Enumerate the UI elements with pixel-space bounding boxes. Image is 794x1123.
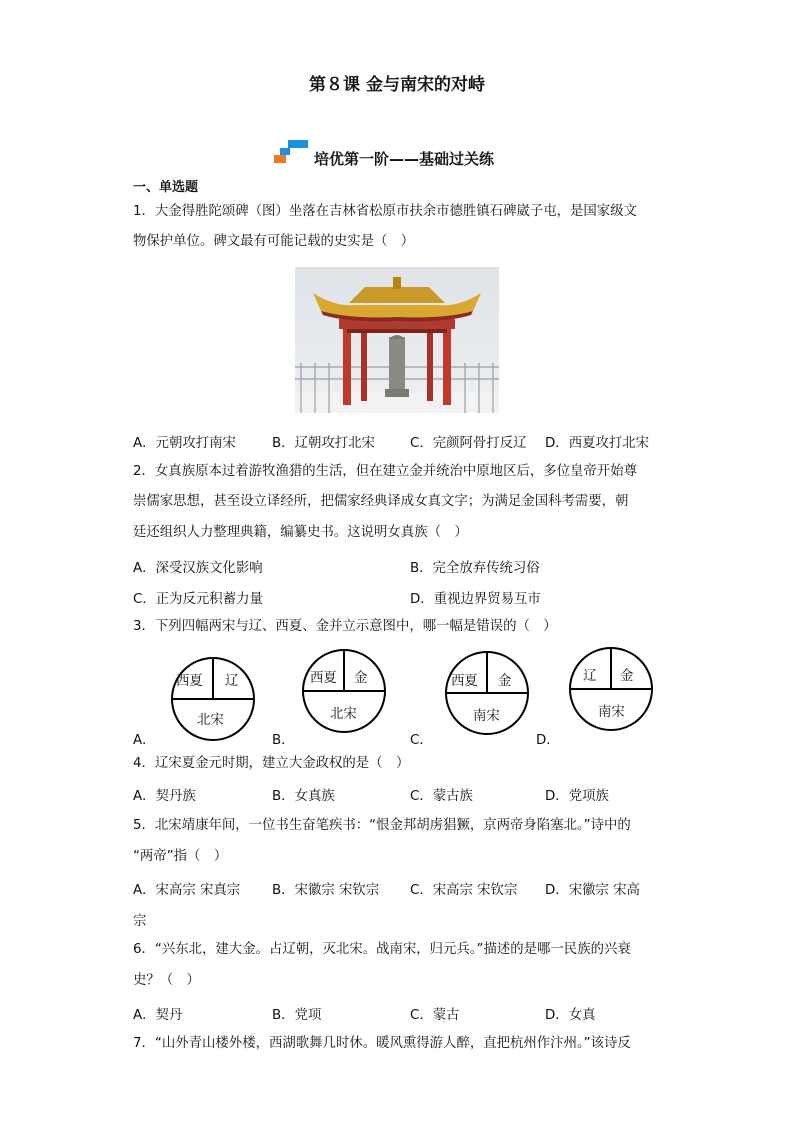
- q3-d-bottom: 南宋: [598, 705, 625, 720]
- stele-pavilion-photo: [295, 267, 499, 413]
- q3-a-top-left: 西夏: [176, 674, 203, 689]
- q3-option-b-letter: B．: [272, 733, 295, 748]
- q3-d-top-right: 金: [620, 669, 634, 684]
- q3-a-bottom: 北宋: [197, 713, 224, 728]
- question-2-stem-line-3: 廷还组织人力整理典籍，编纂史书。这说明女真族（ ）: [133, 525, 468, 540]
- q3-c-top-right: 金: [498, 674, 512, 689]
- q3-option-a-letter: A．: [133, 733, 156, 748]
- q3-a-top-right: 辽: [225, 674, 239, 689]
- question-7-stem-line-1: 7．“山外青山楼外楼，西湖歌舞几时休。暖风熏得游人醉，直把杭州作汴州。”该诗反: [133, 1036, 631, 1051]
- q3-c-bottom: 南宋: [473, 709, 500, 724]
- q3-b-bottom: 北宋: [330, 707, 357, 722]
- question-6-stem-line-2: 史？（ ）: [133, 973, 200, 988]
- q1-option-a: A．元朝攻打南宋: [133, 436, 236, 451]
- q4-option-d: D．党项族: [545, 789, 609, 804]
- q4-option-a: A．契丹族: [133, 789, 196, 804]
- q1-option-d: D．西夏攻打北宋: [545, 436, 650, 451]
- q1-option-c: C．完颜阿骨打反辽: [410, 436, 527, 451]
- q6-option-d: D．女真: [545, 1008, 596, 1023]
- q5-option-c: C．宋高宗 宋钦宗: [410, 883, 518, 898]
- section-title: 培优第一阶——基础过关练: [314, 150, 495, 168]
- q4-option-b: B．女真族: [272, 789, 335, 804]
- q5-option-d: D．宋徽宗 宋高: [545, 883, 640, 898]
- question-type-heading: 一、单选题: [133, 180, 199, 195]
- q3-option-d-letter: D．: [536, 733, 560, 748]
- q1-option-b: B．辽朝攻打北宋: [272, 436, 375, 451]
- q3-c-top-left: 西夏: [451, 674, 478, 689]
- q2-option-d: D．重视边界贸易互市: [410, 592, 541, 607]
- q3-option-c-letter: C．: [410, 733, 433, 748]
- question-1-stem-line-2: 物保护单位。碑文最有可能记载的史实是（ ）: [133, 234, 415, 249]
- q5-option-b: B．宋徽宗 宋钦宗: [272, 883, 380, 898]
- question-6-stem-line-1: 6．“兴东北，建大金。占辽朝，灭北宋。战南宋，归元兵。”描述的是哪一民族的兴衰: [133, 942, 631, 957]
- question-3-stem: 3．下列四幅两宋与辽、西夏、金并立示意图中，哪一幅是错误的（ ）: [133, 619, 557, 634]
- q6-option-c: C．蒙古: [410, 1008, 460, 1023]
- question-5-stem-line-2: “两帝”指（ ）: [133, 849, 228, 864]
- question-2-stem-line-1: 2．女真族原本过着游牧渔猎的生活，但在建立金并统治中原地区后，多位皇帝开始尊: [133, 464, 637, 479]
- q5-option-d-wrap: 宗: [133, 914, 147, 929]
- q4-option-c: C．蒙古族: [410, 789, 473, 804]
- q5-option-a: A．宋高宗 宋真宗: [133, 883, 241, 898]
- q2-option-a: A．深受汉族文化影响: [133, 561, 263, 576]
- question-2-stem-line-2: 崇儒家思想，甚至设立译经所，把儒家经典译成女真文字；为满足金国科考需要，朝: [133, 494, 629, 509]
- q6-option-a: A．契丹: [133, 1008, 183, 1023]
- q3-b-top-left: 西夏: [310, 671, 337, 686]
- q3-d-top-left: 辽: [583, 669, 597, 684]
- q3-b-top-right: 金: [354, 671, 368, 686]
- section-icon: [274, 138, 310, 164]
- question-4-stem: 4．辽宋夏金元时期，建立大金政权的是（ ）: [133, 756, 410, 771]
- question-5-stem-line-1: 5．北宋靖康年间，一位书生奋笔疾书：“恨金邦胡虏猖獗，京两帝身陷塞北。”诗中的: [133, 818, 631, 833]
- q6-option-b: B．党项: [272, 1008, 322, 1023]
- q2-option-c: C．正为反元积蓄力量: [133, 592, 263, 607]
- page-title: 第８课 金与南宋的对峙: [309, 75, 485, 95]
- question-1-stem-line-1: 1．大金得胜陀颂碑（图）坐落在吉林省松原市扶余市德胜镇石碑崴子屯，是国家级文: [133, 204, 637, 219]
- q2-option-b: B．完全放弃传统习俗: [410, 561, 540, 576]
- q3-diagram-a: [170, 656, 256, 742]
